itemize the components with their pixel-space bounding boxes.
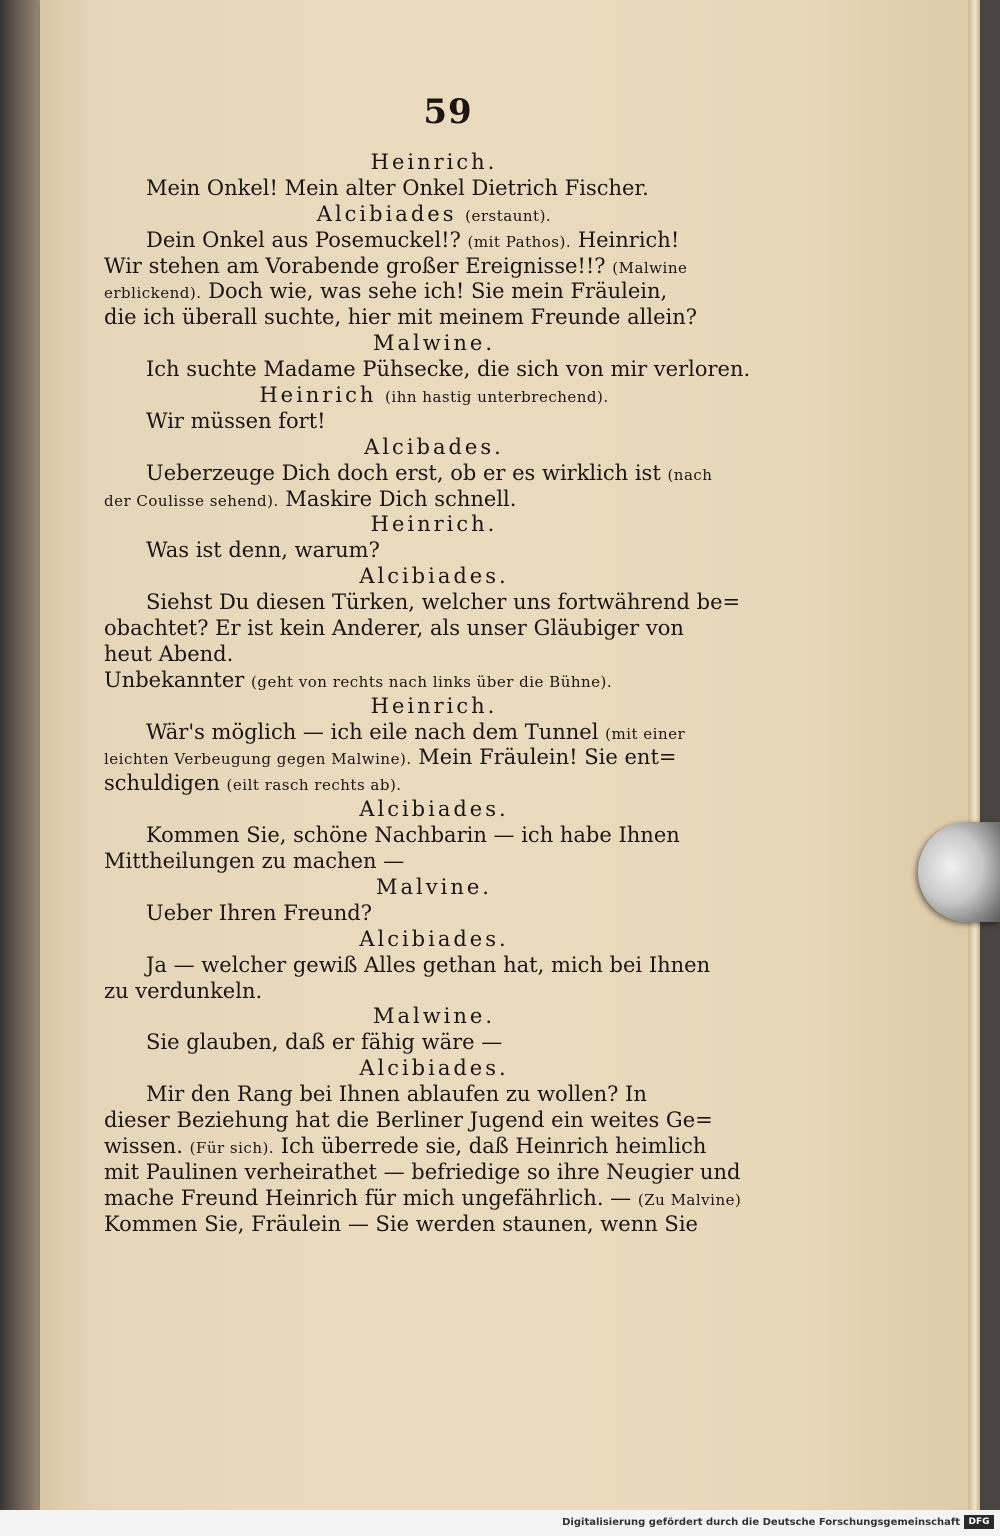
line-text: zu verdunkeln.: [104, 978, 263, 1003]
line-text: Ja — welcher gewiß Alles gethan hat, mich bei Ihnen: [146, 952, 711, 977]
speaker-name: Heinrich: [259, 383, 377, 408]
text-line: [104, 616, 764, 642]
line-text: Maskire Dich schnell.: [285, 486, 517, 511]
text-line: [104, 1160, 764, 1186]
line-text: mit Paulinen verheirathet — befriedige so ihre Neugier und: [104, 1159, 741, 1184]
line-text: Unbekannter: [104, 667, 245, 692]
line-text: Wir stehen am Vorabende großer Ereignisse!!?: [104, 253, 606, 278]
speaker-name: Alcibiades.: [359, 564, 509, 589]
speaker-name: Alcibiades: [316, 201, 457, 226]
speaker-line: [104, 564, 764, 590]
stage-direction: erblickend).: [104, 284, 202, 303]
speaker-name: Alcibades.: [364, 434, 504, 459]
line-text: Doch wie, was sehe ich! Sie mein Fräulein,: [208, 279, 668, 304]
speaker-name: Malvine.: [376, 874, 492, 899]
speaker-name: Malwine.: [372, 331, 496, 356]
speaker-name: Alcibiades.: [359, 926, 509, 951]
line-text: Mir den Rang bei Ihnen ablaufen zu wollen? In: [146, 1082, 647, 1107]
speaker-name: Heinrich.: [370, 512, 498, 537]
text-line: [104, 1212, 764, 1238]
line-text: mache Freund Heinrich für mich ungefährlich. —: [104, 1185, 632, 1210]
text-line: [104, 1082, 764, 1108]
text-line: [104, 1108, 764, 1134]
page-number: 59: [423, 92, 473, 132]
speaker-line: [104, 202, 764, 228]
dfg-logo: DFG: [964, 1515, 994, 1529]
stage-direction: (Zu Malvine): [637, 1190, 742, 1209]
line-text: Sie glauben, daß er fähig wäre —: [146, 1030, 503, 1055]
line-text: heut Abend.: [104, 641, 234, 666]
digitization-credit: Digitalisierung gefördert durch die Deutsche Forschungsgemeinschaft: [562, 1517, 960, 1528]
speaker-line: [104, 383, 764, 409]
text-line: [104, 305, 764, 331]
stage-direction: (nach: [667, 465, 713, 484]
line-text: Was ist denn, warum?: [146, 538, 380, 563]
stage-direction: leichten Verbeugung gegen Malwine).: [104, 750, 412, 769]
line-text: die ich überall suchte, hier mit meinem Freunde allein?: [104, 305, 698, 330]
line-text: Ueber Ihren Freund?: [146, 900, 372, 925]
text-line: [104, 1030, 764, 1056]
stage-direction: (eilt rasch rechts ab).: [226, 776, 402, 795]
line-text: Kommen Sie, schöne Nachbarin — ich habe Ihnen: [146, 823, 680, 848]
text-line: [104, 228, 764, 254]
speaker-name: Malwine.: [372, 1004, 496, 1029]
line-text: wissen.: [104, 1133, 183, 1158]
line-text: Ich suchte Madame Pühsecke, die sich von mir verloren.: [146, 357, 751, 382]
speaker-line: [104, 694, 764, 720]
line-text: Ueberzeuge Dich doch erst, ob er es wirklich ist: [146, 460, 661, 485]
text-line: [104, 668, 764, 694]
stage-direction: (Malwine: [612, 258, 688, 277]
line-text: obachtet? Er ist kein Anderer, als unser Gläubiger von: [104, 616, 684, 641]
speaker-line: [104, 875, 764, 901]
speaker-name: Alcibiades.: [359, 1056, 509, 1081]
line-text: Mein Fräulein! Sie ent=: [418, 745, 677, 770]
speaker-line: [104, 512, 764, 538]
stage-direction: (mit Pathos).: [467, 232, 572, 251]
text-line: [104, 1186, 764, 1212]
text-line: [104, 590, 764, 616]
speaker-line: [104, 331, 764, 357]
text-line: [104, 823, 764, 849]
speaker-name: Heinrich.: [370, 150, 498, 174]
text-line: [104, 953, 764, 979]
text-line: [104, 538, 764, 564]
speaker-line: [104, 1056, 764, 1082]
line-text: Heinrich!: [577, 227, 680, 252]
line-text: dieser Beziehung hat die Berliner Jugend ein weites Ge=: [104, 1107, 713, 1132]
text-line: [104, 642, 764, 668]
stage-direction: (geht von rechts nach links über die Bühne).: [250, 672, 613, 691]
line-text: Mittheilungen zu machen —: [104, 849, 405, 874]
text-line: [104, 409, 764, 435]
stage-direction: (erstaunt).: [465, 206, 552, 225]
stage-direction: (ihn hastig unterbrechend).: [385, 388, 609, 407]
line-text: Mein Onkel! Mein alter Onkel Dietrich Fischer.: [146, 175, 649, 200]
speaker-name: Alcibiades.: [359, 797, 509, 822]
text-line: [104, 745, 764, 771]
speaker-line: [104, 927, 764, 953]
line-text: Ich überrede sie, daß Heinrich heimlich: [280, 1133, 707, 1158]
line-text: Wär's möglich — ich eile nach dem Tunnel: [146, 719, 599, 744]
speaker-line: [104, 797, 764, 823]
line-text: Kommen Sie, Fräulein — Sie werden staunen, wenn Sie: [104, 1211, 698, 1236]
line-text: Siehst Du diesen Türken, welcher uns fortwährend be=: [146, 590, 741, 615]
page-edge: [968, 0, 980, 1510]
speaker-name: Heinrich.: [370, 693, 498, 718]
text-line: [104, 487, 764, 513]
play-text: [104, 150, 764, 1237]
speaker-line: [104, 1004, 764, 1030]
speaker-line: [104, 435, 764, 461]
text-line: [104, 771, 764, 797]
speaker-line: [104, 150, 764, 176]
text-line: [104, 279, 764, 305]
line-text: Dein Onkel aus Posemuckel!?: [146, 227, 461, 252]
line-text: Wir müssen fort!: [146, 408, 326, 433]
stage-direction: (mit einer: [605, 724, 686, 743]
text-line: [104, 849, 764, 875]
text-line: [104, 901, 764, 927]
text-line: [104, 254, 764, 280]
stage-direction: der Coulisse sehend).: [104, 491, 279, 510]
stage-direction: (Für sich).: [189, 1138, 275, 1157]
text-line: [104, 176, 764, 202]
text-line: [104, 1134, 764, 1160]
line-text: schuldigen: [104, 771, 220, 796]
text-line: [104, 461, 764, 487]
text-line: [104, 979, 764, 1005]
text-line: [104, 720, 764, 746]
text-line: [104, 357, 764, 383]
